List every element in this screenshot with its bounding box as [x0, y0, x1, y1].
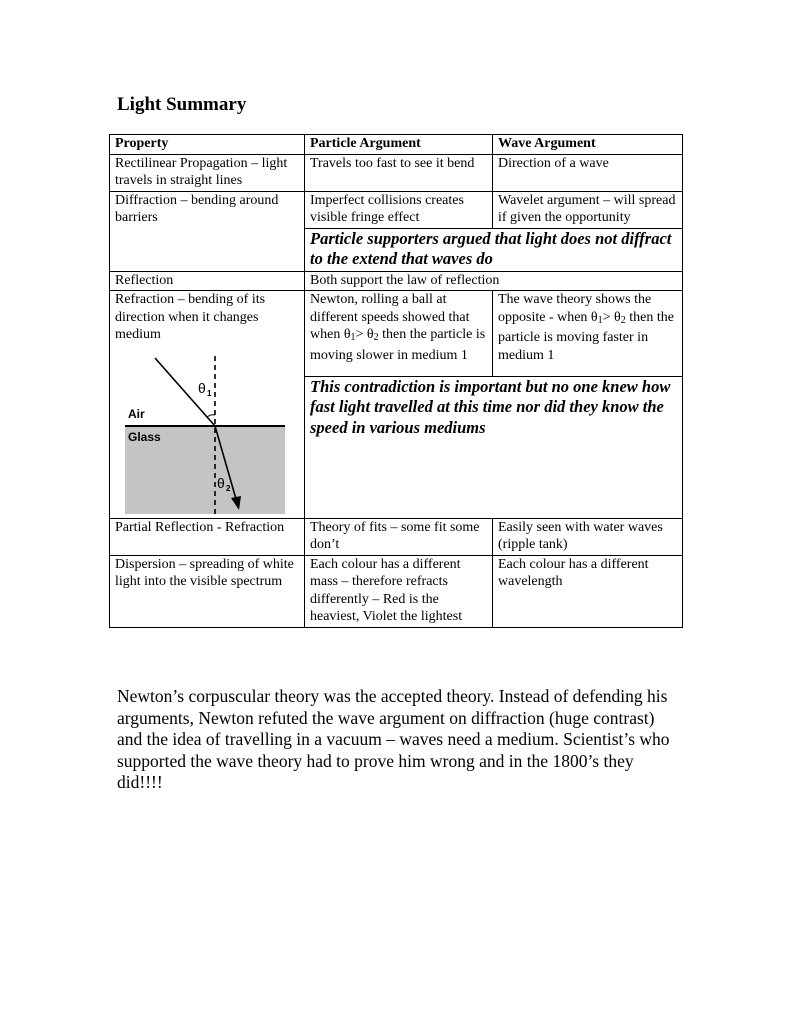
text-fragment: > θ — [355, 327, 374, 342]
property-cell: Partial Reflection - Refraction — [110, 518, 305, 555]
subscript: 1 — [597, 314, 603, 326]
diffraction-callout: Particle supporters argued that light does not diffract to the extend that waves do — [305, 228, 683, 271]
theta2-subscript: 2 — [226, 483, 231, 493]
light-summary-table — [109, 134, 683, 628]
wave-cell: Wavelet argument – will spread if given the opportunity — [493, 191, 683, 228]
wave-cell: Easily seen with water waves (ripple tank) — [493, 518, 683, 555]
table-row-reflection — [110, 271, 683, 291]
table-header-row — [110, 135, 683, 155]
text-fragment: > θ — [602, 309, 621, 325]
wave-cell: Each colour has a different wavelength — [493, 555, 683, 627]
text-fragment: then the particle is moving faster in medium 1 — [498, 309, 674, 363]
table-row-partial-reflection — [110, 518, 683, 555]
page-title: Light Summary — [117, 94, 247, 115]
table-row-rectilinear — [110, 154, 683, 191]
refraction-callout: This contradiction is important but no one knew how fast light travelled at this time nor did they know the speed in various mediums — [305, 376, 683, 518]
air-label: Air — [128, 406, 145, 421]
refraction-diagram — [115, 352, 290, 517]
header-property: Property — [110, 135, 305, 155]
table-row-dispersion — [110, 555, 683, 627]
particle-cell — [305, 291, 493, 377]
property-cell: Diffraction – bending around barriers — [110, 191, 305, 271]
wave-cell — [493, 291, 683, 377]
theta1-symbol: θ — [198, 379, 206, 396]
header-particle-argument: Particle Argument — [305, 135, 493, 155]
both-cell: Both support the law of reflection — [305, 271, 683, 291]
text-fragment: The wave theory shows the opposite - when θ — [498, 292, 652, 325]
property-cell: Dispersion – spreading of white light into the visible spectrum — [110, 555, 305, 627]
summary-paragraph: Newton’s corpuscular theory was the accepted theory. Instead of defending his arguments, Newton refuted the wave argument on diffraction (huge contrast) and the idea of travelling in a vacuum – waves need a medium. Scientist’s who supported the wave theory had to prove him wrong and in the 1800’s they did!!!! — [117, 686, 670, 792]
particle-cell: Imperfect collisions creates visible fringe effect — [305, 191, 493, 228]
wave-cell: Direction of a wave — [493, 154, 683, 191]
theta2-symbol: θ — [217, 474, 225, 491]
header-wave-argument: Wave Argument — [493, 135, 683, 155]
theta1-arc — [207, 414, 215, 416]
property-cell: Rectilinear Propagation – light travels in straight lines — [110, 154, 305, 191]
refraction-property-text: Refraction – bending of its direction when it changes medium — [115, 292, 266, 342]
property-cell: Reflection — [110, 271, 305, 291]
table-row-refraction — [110, 291, 683, 377]
subscript: 2 — [373, 332, 379, 343]
table-row-diffraction — [110, 191, 683, 228]
particle-cell: Travels too fast to see it bend — [305, 154, 493, 191]
glass-label: Glass — [128, 429, 161, 444]
subscript: 1 — [350, 332, 356, 343]
subscript: 2 — [620, 314, 626, 326]
particle-cell: Each colour has a different mass – therefore refracts differently – Red is the heaviest, Violet the lightest — [305, 555, 493, 627]
incident-ray — [155, 358, 215, 426]
text-fragment: then the particle is moving slower in medium 1 — [310, 327, 486, 363]
theta1-subscript: 1 — [207, 388, 212, 398]
text-fragment: Newton, rolling a ball at different speeds showed that when θ — [310, 292, 470, 342]
property-cell — [110, 291, 305, 519]
particle-cell: Theory of fits – some fit some don’t — [305, 518, 493, 555]
